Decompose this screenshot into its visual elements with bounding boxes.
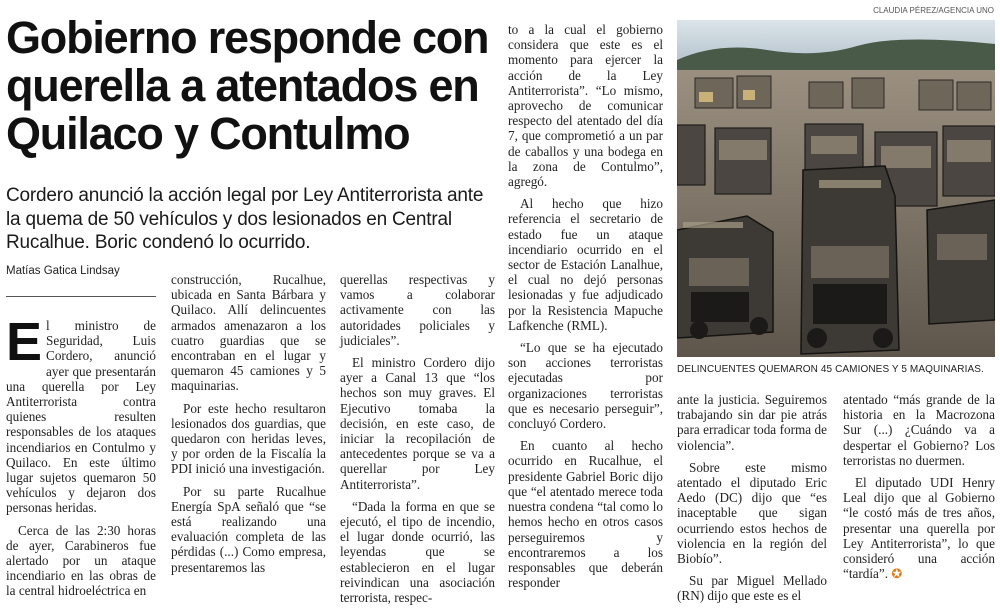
paragraph: to a la cual el gobierno considera que este es el momento para ejercer la acción de la Ley Antiterrorista”. “Lo mismo, aprovecho de comunicar respecto del atentado del día 7, que comprometió a un par de caballos y una bodega en la zona de Contulmo”, agregó.: [508, 22, 663, 190]
paragraph: “Lo que se ha ejecutado son acciones terroristas ejecutadas por organizaciones terroristas que es necesario perseguir”, concluyó Cordero.: [508, 340, 663, 432]
paragraph: Sobre este mismo atentado el diputado Eric Aedo (DC) dijo que “es inaceptable que sigan ocurriendo estos hechos de violencia en la región del Biobío”.: [677, 459, 827, 567]
paragraph: Por su parte Rucalhue Energía SpA señaló que “se está realizando una evaluación completa de las pérdidas (...) Como empresa, presentaremos las: [171, 483, 326, 575]
paragraph: El ministro Cordero dijo ayer a Canal 13 que “los hechos son muy graves. El Ejecutivo tomaba la decisión, en este caso, de iniciar la recopilación de antecedentes porque se va a querellar por Ley Antiterrorista”.: [340, 355, 495, 492]
paragraph: Su par Miguel Mellado (RN) dijo que este es el: [677, 573, 827, 604]
photo-caption: DELINCUENTES QUEMARON 45 CAMIONES Y 5 MAQUINARIAS.: [677, 364, 984, 375]
burned-trucks-photo: [677, 20, 995, 357]
article-column-3: [340, 272, 495, 612]
dropcap: E: [6, 312, 43, 372]
paragraph: El diputado UDI Henry Leal dijo que al Gobierno “le costó más de tres años, presentar una querella por Ley Antiterrorista”, lo que consideró una acción “tardía”. ✪: [843, 475, 995, 582]
byline: Matías Gatica Lindsay: [6, 265, 120, 277]
end-mark-icon: ✪: [891, 566, 903, 582]
paragraph: Al hecho que hizo referencia el secretario de estado fue un ataque incendiario ocurrido en el sector de Estación Lanalhue, el cual no dejó personas lesionadas y fue adjudicado por la Resistencia Mapuche Lafkenche (RML).: [508, 196, 663, 333]
paragraph: ante la justicia. Seguiremos trabajando sin dar pie atrás para erradicar toda forma de violencia”.: [677, 392, 827, 453]
article-column-4: [508, 22, 663, 597]
paragraph: El ministro de Seguridad, Luis Cordero, anunció ayer que presentarán una querella por Ley Antiterrorista contra quienes resulten responsables de los ataques incendiarios en Contulmo y Quilaco. En este último lugar sujetos quemaron 50 vehículos y dejaron dos personas heridas.: [6, 312, 156, 516]
headline: Gobierno responde con querella a atentados en Quilaco y Contulmo: [6, 12, 489, 159]
article-column-1: [6, 312, 156, 606]
paragraph: “Dada la forma en que se ejecutó, el tipo de incendio, el lugar donde ocurrió, las leyendas que se establecieron en el lugar reivindican una asociación terrorista, respec-: [340, 498, 495, 606]
paragraph: En cuanto al hecho ocurrido en Rucalhue, el presidente Gabriel Boric dijo que “el atentado merece toda nuestra condena “tal como lo hemos hecho en otros casos perseguiremos y encontraremos a los responsables que deberán responder: [508, 438, 663, 591]
article-column-2: [171, 272, 326, 582]
paragraph: Por este hecho resultaron lesionados dos guardias, que quedaron con heridas leves, y por orden de la Fiscalía la PDI inició una investigación.: [171, 400, 326, 477]
news-photo: [677, 20, 995, 357]
paragraph: Cerca de las 2:30 horas de ayer, Carabineros fue alertado por un ataque incendiario en las obras de la central hidroeléctrica en: [6, 522, 156, 599]
paragraph: construcción, Rucalhue, ubicada en Santa Bárbara y Quilaco. Allí delincuentes armados amenazaron a los cuatro guardias que se encontraban en el lugar y quemaron 45 camiones y 5 maquinarias.: [171, 272, 326, 394]
subhead: Cordero anunció la acción legal por Ley Antiterrorista ante la quema de 50 vehículos y dos lesionados en Central Rucalhue. Boric condenó lo ocurrido.: [6, 185, 484, 253]
photo-credit: CLAUDIA PÉREZ/AGENCIA UNO: [873, 6, 994, 15]
byline-divider: [6, 296, 156, 297]
paragraph: querellas respectivas y vamos a colaborar activamente con las autoridades policiales y judiciales”.: [340, 272, 495, 348]
article-column-6: [843, 392, 995, 588]
paragraph: atentado “más grande de la historia en la Macrozona Sur (...) ¿Cuándo va a despertar el Gobierno? Los terroristas no duermen.: [843, 392, 995, 468]
article-column-5: [677, 392, 827, 611]
